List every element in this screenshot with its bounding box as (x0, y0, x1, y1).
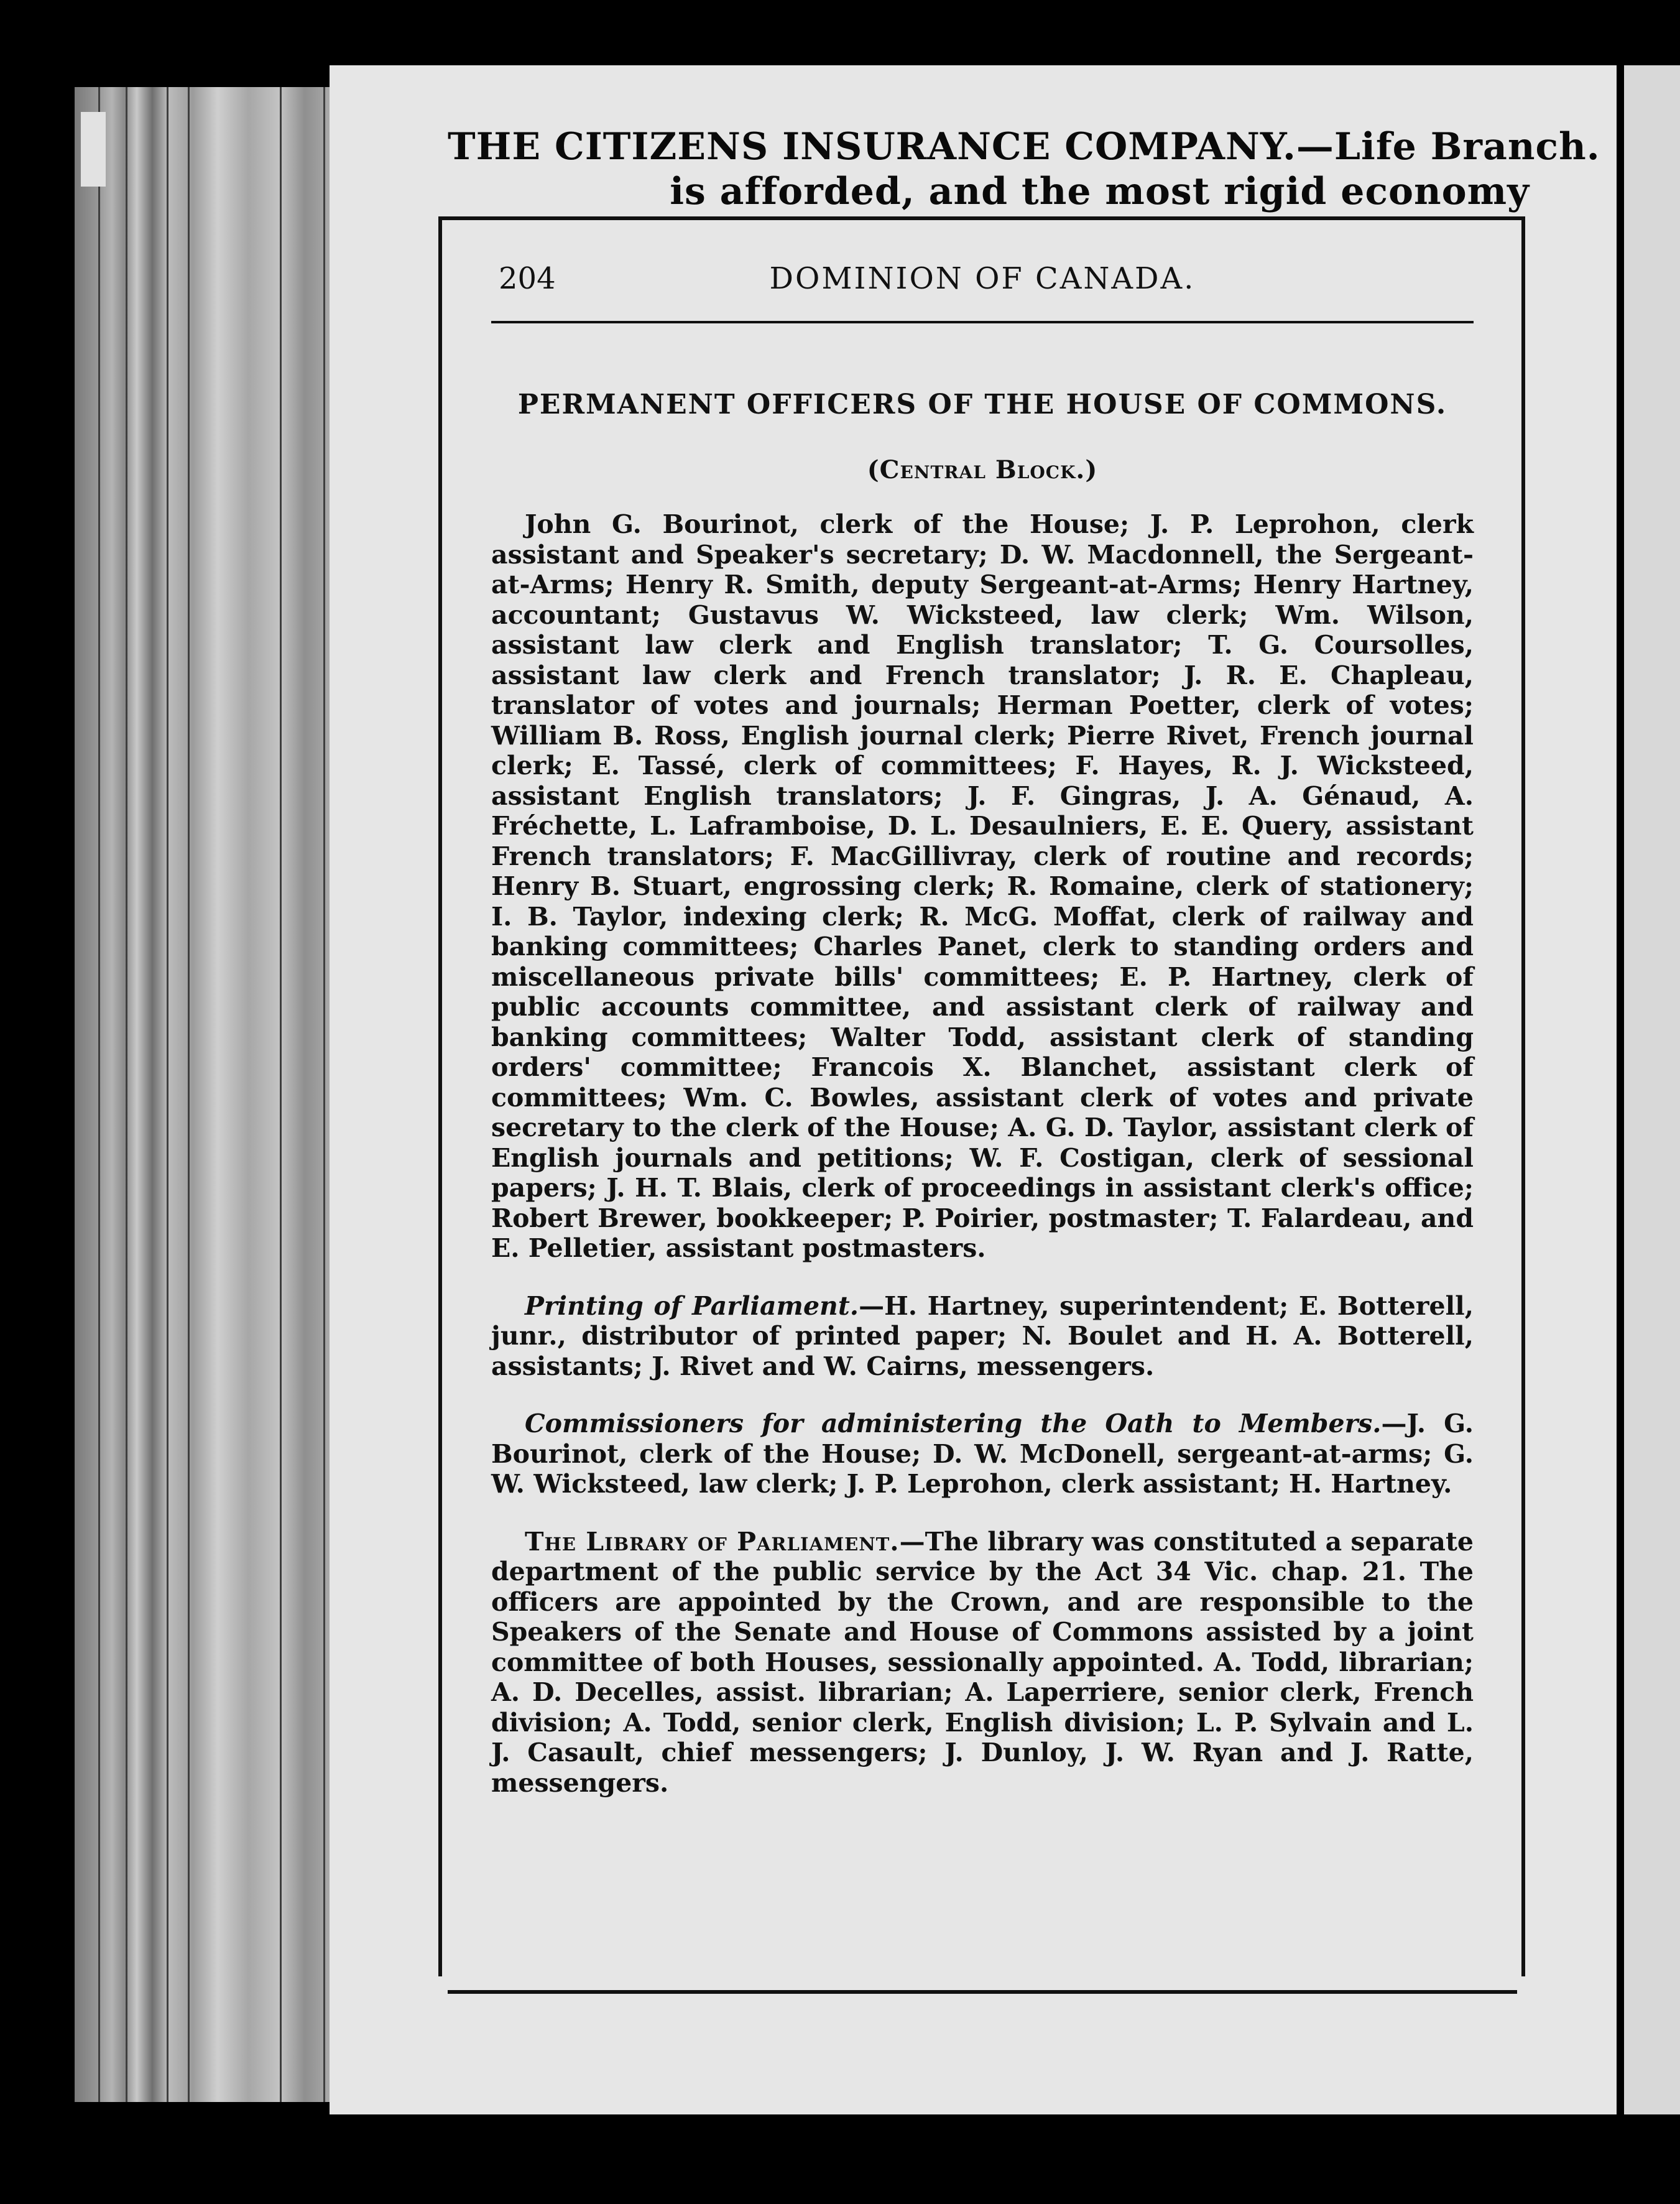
page-content (491, 249, 1474, 1825)
edge-line (126, 87, 127, 2102)
banner-line-1: THE CITIZENS INSURANCE COMPANY.—Life Branch. (448, 125, 1600, 169)
commissioners-paragraph (491, 1409, 1474, 1499)
printing-text: —H. Hartney, superintendent; E. Botterell, junr., distributor of printed paper; N. Boulet and H. A. Botterell, assistants; J. Rivet and W. Cairns, messengers. (491, 1290, 1474, 1381)
banner-line-2: is afforded, and the most rigid economy (670, 170, 1530, 213)
edge-line (188, 87, 190, 2102)
library-lead: The Library of Parliament. (525, 1526, 900, 1557)
adjacent-page-edge (1624, 65, 1680, 2114)
page-edges-stack (75, 87, 330, 2102)
frame-bottom-rule (448, 1990, 1517, 1994)
running-head-title: DOMINION OF CANADA. (769, 261, 1196, 296)
section-subtitle: (Central Block.) (867, 455, 1098, 484)
section-title: PERMANENT OFFICERS OF THE HOUSE OF COMMONS. (517, 389, 1447, 420)
commissioners-lead: Commissioners for administering the Oath to Members. (525, 1409, 1382, 1438)
officers-paragraph: John G. Bourinot, clerk of the House; J. P. Leprohon, clerk assistant and Speaker's secretary; D. W. Macdonnell, the Sergeant-at-Arms; Henry R. Smith, deputy Sergeant-at-Arms; Henry Hartney, accountant; Gustavus W. Wicksteed, law clerk; Wm. Wilson, assistant law clerk and English translator; T. G. Coursolles, assistant law clerk and French translator; J. R. E. Chapleau, translator of votes and journals; Herman Poetter, clerk of votes; William B. Ross, English journal clerk; Pierre Rivet, French journal clerk; E. Tassé, clerk of committees; F. Hayes, R. J. Wicksteed, assistant English translators; J. F. Gingras, J. A. Génaud, A. Fréchette, L. Laframboise, D. L. Desaulniers, E. E. Query, assistant French translators; F. MacGillivray, clerk of routine and records; Henry B. Stuart, engrossing clerk; R. Romaine, clerk of stationery; I. B. Taylor, indexing clerk; R. McG. Moffat, clerk of railway and banking committees; Charles Panet, clerk to standing orders and miscellaneous private bills' committees; E. P. Hartney, clerk of public accounts committee, and assistant clerk of railway and banking committees; Walter Todd, assistant clerk of standing orders' committee; Francois X. Blanchet, assistant clerk of committees; Wm. C. Bowles, assistant clerk of votes and private secretary to the clerk of the House; A. G. D. Taylor, assistant clerk of English journals and petitions; W. F. Costigan, clerk of sessional papers; J. H. T. Blais, clerk of proceedings in assistant clerk's office; Robert Brewer, bookkeeper; P. Poirier, postmaster; T. Falardeau, and E. Pelletier, assistant postmasters. (491, 509, 1474, 1263)
printing-paragraph (491, 1291, 1474, 1382)
edge-line (98, 87, 100, 2102)
commissioners-text: —J. G. Bourinot, clerk of the House; D. W. McDonell, sergeant-at-arms; G. W. Wicksteed, law clerk; J. P. Leprohon, clerk assistant; H. Hartney. (491, 1409, 1474, 1499)
printing-lead: Printing of Parliament. (525, 1290, 859, 1321)
edge-line (280, 87, 282, 2102)
running-header (491, 249, 1474, 317)
library-text: —The library was constituted a separate department of the public service by the Act 34 Vic. chap. 21. The officers are appointed by the Crown, and are responsible to the Speakers of the Senate and House of Commons assisted by a joint committee of both Houses, sessionally appointed. A. Todd, librarian; A. D. Decelles, assist. librarian; A. Laperriere, senior clerk, French division; A. Todd, senior clerk, English division; L. P. Sylvain and L. J. Casault, chief messengers; J. Dunloy, J. W. Ryan and J. Ratte, messengers. (491, 1526, 1474, 1798)
header-rule (491, 321, 1474, 323)
advertisement-banner (448, 124, 1600, 214)
library-paragraph (491, 1527, 1474, 1799)
edge-line (323, 87, 325, 2102)
edge-highlight (81, 112, 106, 187)
page-number: 204 (499, 261, 556, 296)
edge-line (167, 87, 168, 2102)
